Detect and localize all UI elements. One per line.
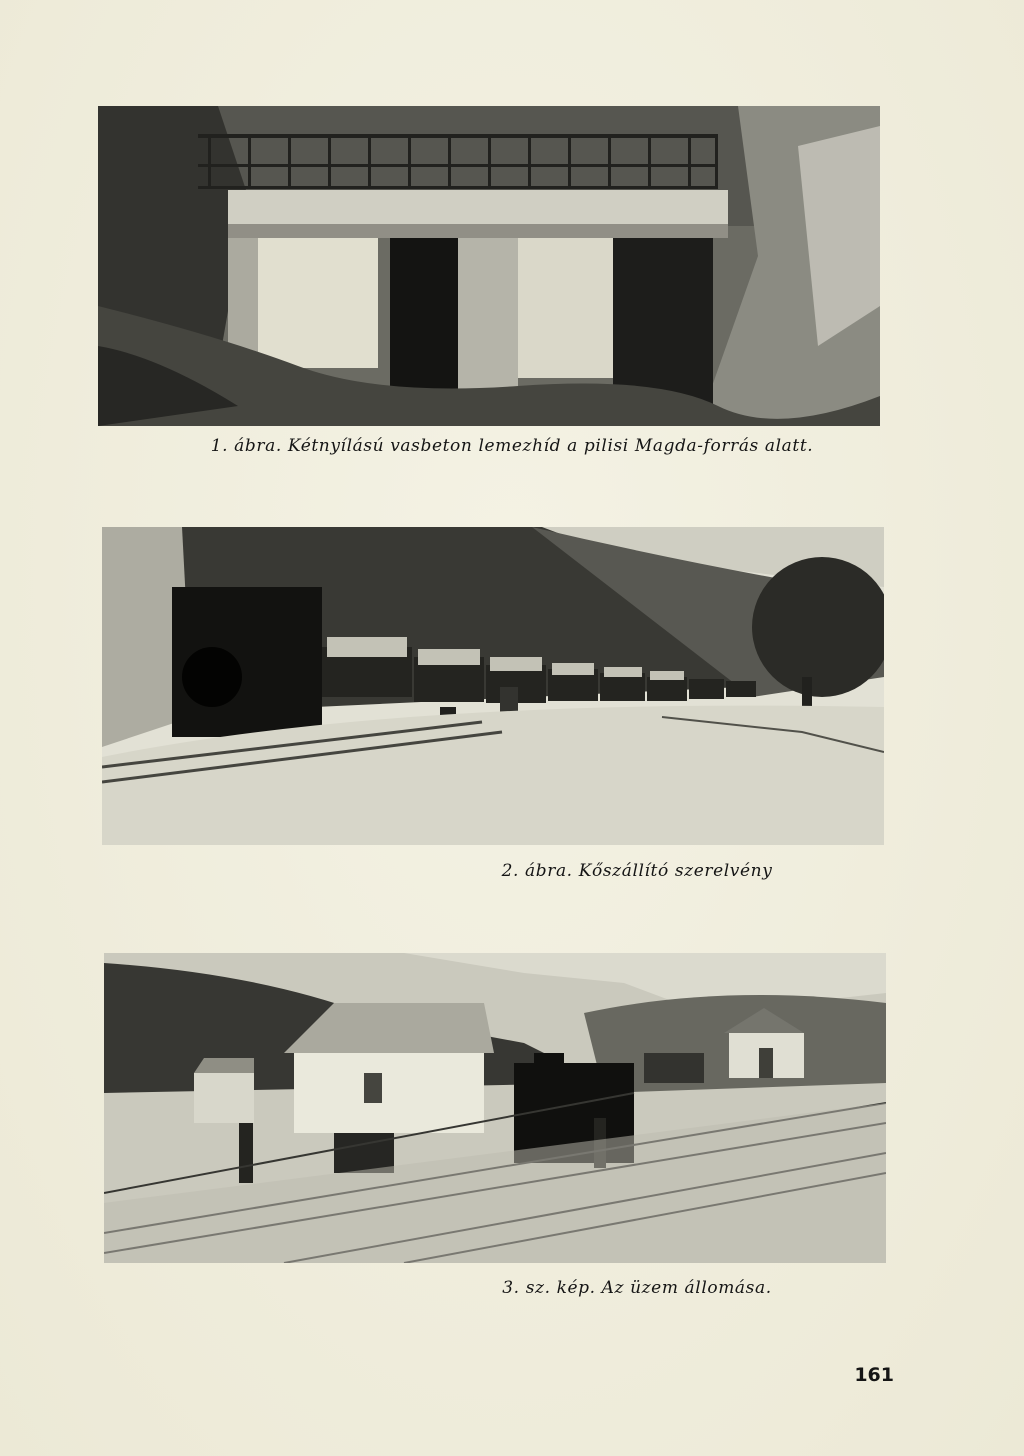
figure-1-photo <box>98 106 880 426</box>
figure-3-caption: 3. sz. kép. Az üzem állomása. <box>502 1278 772 1298</box>
figure-3-photo <box>104 953 886 1263</box>
figure-1-caption: 1. ábra. Kétnyílású vasbeton lemezhíd a pilisi Magda-forrás alatt. <box>210 436 814 456</box>
figure-2-caption: 2. ábra. Kőszállító szerelvény <box>501 861 773 881</box>
figure-2-photo <box>102 527 884 845</box>
page-number: 161 <box>854 1364 894 1386</box>
